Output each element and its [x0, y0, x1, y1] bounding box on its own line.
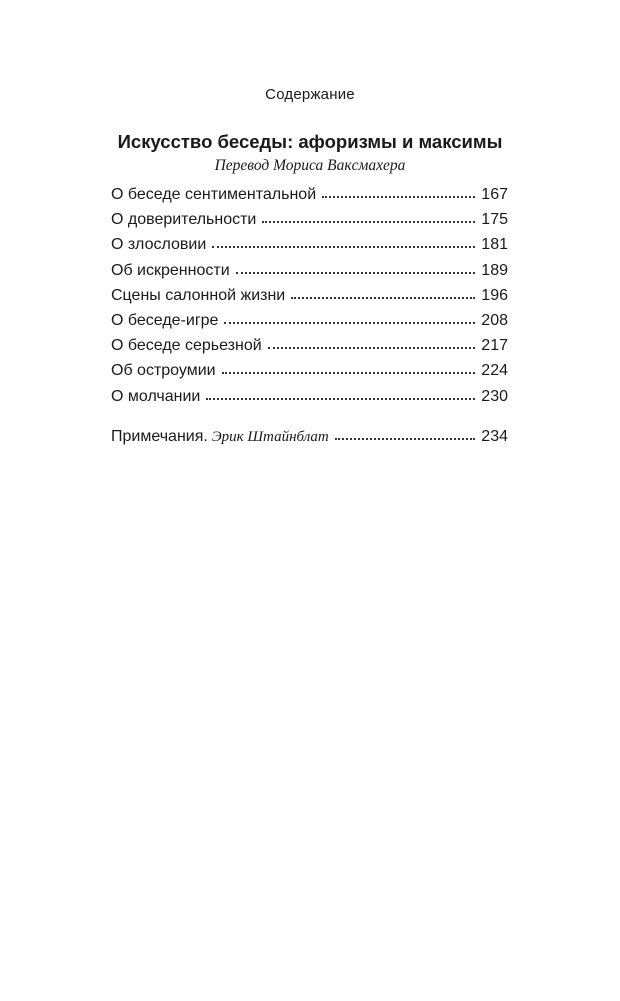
toc-entry-label: Сцены салонной жизни: [111, 286, 286, 304]
toc-entry-page: 230: [481, 387, 508, 405]
toc-entry-page: 208: [481, 311, 508, 329]
toc-entry: [111, 236, 508, 261]
dot-leader: [212, 245, 475, 248]
dot-leader: [262, 220, 475, 223]
toc-notes-author: Эрик Штайнблат: [211, 429, 329, 445]
toc-entry: [111, 287, 508, 312]
toc-entry: [111, 262, 508, 287]
dot-leader: [322, 195, 475, 198]
dot-leader: [268, 346, 476, 349]
toc-entry-page: 189: [481, 261, 508, 279]
toc-entry: [111, 362, 508, 387]
toc-notes-label-group: [111, 428, 335, 446]
toc-entry-notes: [111, 428, 508, 453]
dot-leader: [206, 397, 475, 400]
toc-entry-page: 196: [481, 286, 508, 304]
dot-leader: [222, 371, 476, 374]
toc-entry-label: Об остроумии: [111, 362, 216, 380]
toc-list: [111, 186, 508, 413]
toc-entry-page: 217: [481, 337, 508, 355]
dot-leader: [224, 321, 475, 324]
toc-entry-label: О доверительности: [111, 211, 257, 229]
toc-notes-page: 234: [481, 428, 508, 445]
toc-notes-label: Примечания.: [111, 428, 208, 445]
toc-entry-label: Об искренности: [111, 261, 230, 279]
toc-entry-label: О молчании: [111, 387, 201, 405]
toc-entry: [111, 211, 508, 236]
toc-entry-page: 181: [481, 236, 508, 254]
toc-entry: [111, 186, 508, 211]
running-head: Содержание: [265, 86, 355, 103]
toc-entry: [111, 337, 508, 362]
section-title: Искусство беседы: афоризмы и максимы: [117, 131, 503, 152]
dot-leader: [236, 271, 476, 274]
dot-leader: [291, 296, 475, 299]
toc-entry-label: О злословии: [111, 236, 207, 254]
toc-entry-label: О беседе сентиментальной: [111, 186, 317, 203]
toc-entry-label: О беседе серьезной: [111, 337, 262, 355]
toc-entry-page: 224: [481, 362, 508, 380]
dot-leader: [335, 437, 476, 440]
toc-notes-block: [111, 428, 508, 453]
toc-entry: [111, 388, 508, 413]
toc-entry-page: 175: [481, 211, 508, 229]
toc-entry: [111, 312, 508, 337]
toc-entry-page: 167: [481, 186, 508, 203]
section-subtitle: Перевод Мориса Вакcмахера: [214, 157, 406, 174]
toc-entry-label: О беседе-игре: [111, 311, 219, 329]
